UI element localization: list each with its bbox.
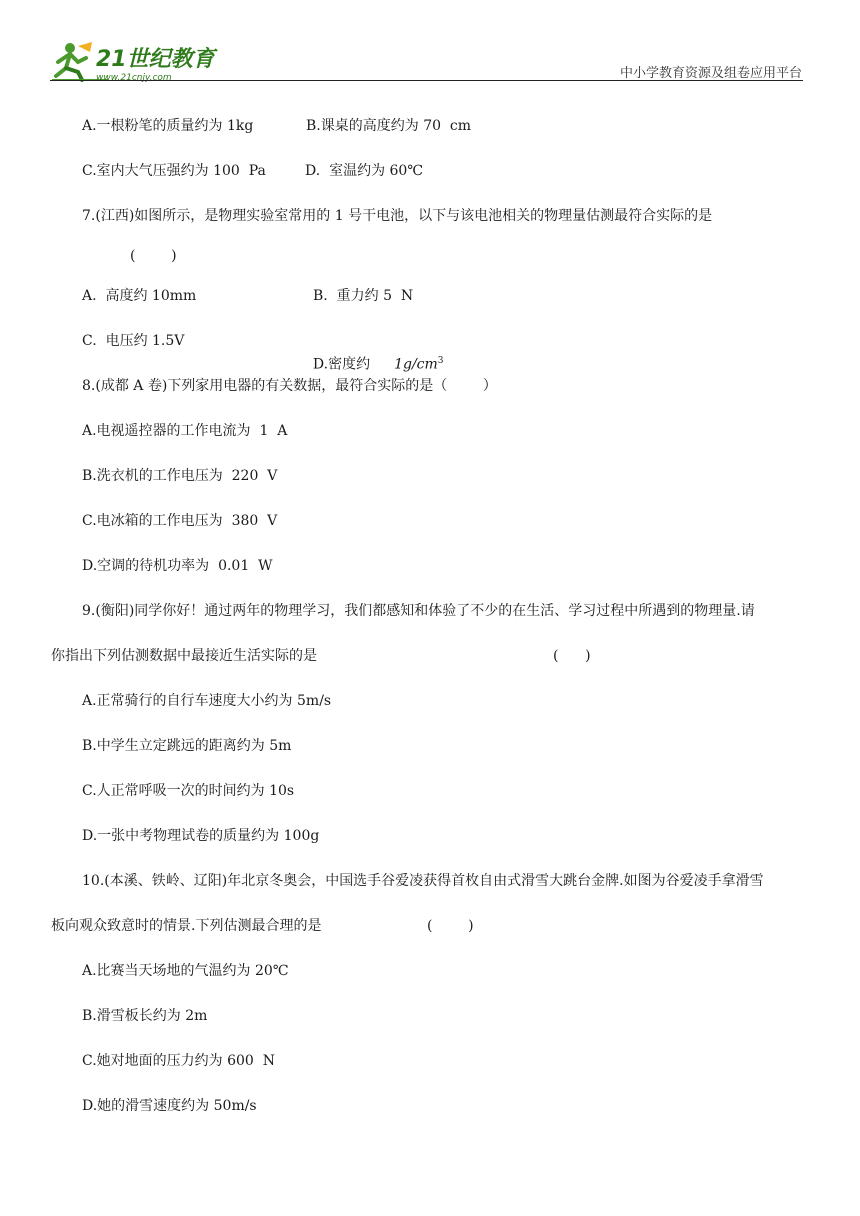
q8-option-a: A.电视遥控器的工作电流为 1 A [82,423,288,439]
q10-stem-line1: 10.(本溪、铁岭、辽阳)年北京冬奥会，中国选手谷爱凌获得首枚自由式滑雪大跳台金牌.如图为谷爱凌手拿滑雪 [82,873,764,889]
q9-option-a: A.正常骑行的自行车速度大小约为 5m/s [82,693,332,709]
q10-option-b: B.滑雪板长约为 2m [82,1008,208,1024]
q8-option-c: C.电冰箱的工作电压为 380 V [82,513,278,529]
q6-option-d: D. 室温约为 60℃ [305,163,424,179]
q7-stem: 7.(江西)如图所示，是物理实验室常用的 1 号干电池，以下与该电池相关的物理量估测最符合实际的是 [82,208,713,224]
q7-option-b: B. 重力约 5 N [313,288,414,304]
q7-option-d-label: D.密度约 [312,356,371,373]
q10-stem-line2: 板向观众致意时的情景.下列估测最合理的是 [51,918,322,934]
q7-answer-blank: ( ) [130,248,177,264]
q7-option-c: C. 电压约 1.5V [82,333,185,349]
q7-option-a: A. 高度约 10mm [82,288,197,304]
q7-option-d-exponent: 3 [437,356,444,366]
runner-logo-icon [48,40,218,84]
q8-option-b: B.洗衣机的工作电压为 220 V [82,468,278,484]
logo-text: 21世纪教育 [96,47,215,72]
q9-answer-blank: ( ) [553,648,591,664]
q8-stem: 8.(成都 A 卷)下列家用电器的有关数据，最符合实际的是（ ） [82,378,497,394]
q10-option-a: A.比赛当天场地的气温约为 20℃ [82,963,289,979]
q6-option-b: B.课桌的高度约为 70 cm [306,118,472,134]
q9-option-b: B.中学生立定跳远的距离约为 5m [82,738,292,754]
q9-stem-line2: 你指出下列估测数据中最接近生活实际的是 [51,648,317,664]
q9-option-d: D.一张中考物理试卷的质量约为 100g [82,828,320,844]
q8-option-d: D.空调的待机功率为 0.01 W [82,558,273,574]
q10-answer-blank: ( ) [427,918,474,934]
header-divider [50,80,803,81]
q7-option-d [304,331,444,375]
q9-stem-line1: 9.(衡阳)同学你好！通过两年的物理学习，我们都感知和体验了不少的在生活、学习过程中所遇到的物理量.请 [82,603,755,619]
logo [48,40,218,84]
page-header [0,0,860,90]
q6-option-c: C.室内大气压强约为 100 Pa [82,163,266,179]
q6-option-a: A.一根粉笔的质量约为 1kg [82,118,254,134]
q10-option-d: D.她的滑雪速度约为 50m/s [82,1098,257,1114]
platform-title: 中小学教育资源及组卷应用平台 [619,66,802,81]
q9-option-c: C.人正常呼吸一次的时间约为 10s [82,783,295,799]
logo-url: www.21cnjy.com [96,73,172,83]
q7-option-d-value: 1g/cm [394,356,438,373]
q10-option-c: C.她对地面的压力约为 600 N [82,1053,275,1069]
